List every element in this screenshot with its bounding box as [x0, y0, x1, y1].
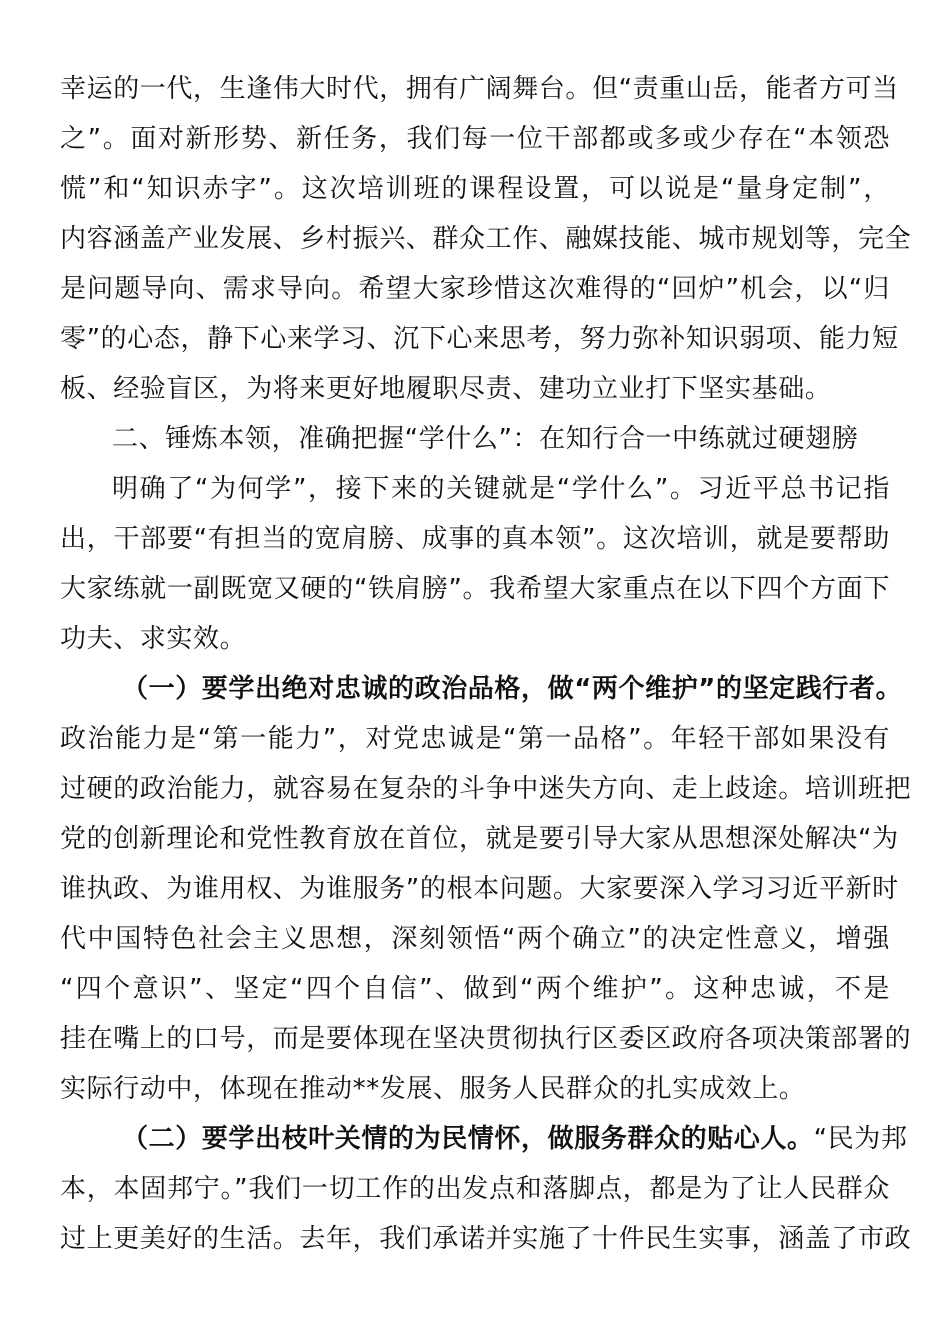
lead-tail: “民为邦: [813, 1124, 908, 1154]
text-line: 功夫、求实效。: [60, 624, 247, 654]
document-body: [60, 64, 912, 1264]
text-line: 幸运的一代，生逢伟大时代，拥有广阔舞台。但“责重山岳，能者方可当: [60, 74, 899, 104]
text-line: 出，干部要“有担当的宽肩膀、成事的真本领”。这次培训，就是要帮助: [60, 524, 890, 554]
text-line: 零”的心态，静下心来学习、沉下心来思考，努力弥补知识弱项、能力短: [60, 324, 899, 354]
text-line: 之”。面对新形势、新任务，我们每一位干部都或多或少存在“本领恐: [60, 124, 890, 154]
text-line: 过上更美好的生活。去年，我们承诺并实施了十件民生实事，涵盖了市政: [60, 1224, 912, 1254]
text-line: 谁执政、为谁用权、为谁服务”的根本问题。大家要深入学习习近平新时: [60, 874, 899, 904]
paragraph-what-to-learn: [60, 464, 890, 664]
bold-subheading: （二）要学出枝叶关情的为民情怀，做服务群众的贴心人。: [122, 1124, 814, 1154]
text-line: 过硬的政治能力，就容易在复杂的斗争中迷失方向、走上歧途。培训班把: [60, 774, 912, 804]
text-line: 实际行动中，体现在推动**发展、服务人民群众的扎实成效上。: [60, 1074, 806, 1104]
text-line: 明确了“为何学”，接下来的关键就是“学什么”。习近平总书记指: [112, 474, 890, 504]
text-line: 代中国特色社会主义思想，深刻领悟“两个确立”的决定性意义，增强: [60, 924, 890, 954]
paragraph-loyalty: [60, 664, 912, 1114]
text-line: 本，本固邦宁。”我们一切工作的出发点和落脚点，都是为了让人民群众: [60, 1174, 890, 1204]
bold-subheading: （一）要学出绝对忠诚的政治品格，做“两个维护”的坚定践行者。: [122, 674, 903, 704]
text-line: “四个意识”、坚定“四个自信”、做到“两个维护”。这种忠诚，不是: [60, 974, 890, 1004]
text-line: 内容涵盖产业发展、乡村振兴、群众工作、融媒技能、城市规划等，完全: [60, 224, 912, 254]
text-line: 大家练就一副既宽又硬的“铁肩膀”。我希望大家重点在以下四个方面下: [60, 574, 890, 604]
text-line: [60, 1114, 908, 1164]
text-line: 板、经验盲区，为将来更好地履职尽责、建功立业打下坚实基础。: [60, 374, 832, 404]
text-line: 慌”和“知识赤字”。这次培训班的课程设置，可以说是“量身定制”，: [60, 174, 890, 204]
text-line: 是问题导向、需求导向。希望大家珍惜这次难得的“回炉”机会，以“归: [60, 274, 890, 304]
paragraph-people: [60, 1114, 912, 1264]
heading-line: 二、锤炼本领，准确把握“学什么”：在知行合一中练就过硬翅膀: [112, 424, 859, 454]
paragraph-intro: [60, 64, 912, 414]
text-line: 挂在嘴上的口号，而是要体现在坚决贯彻执行区委区政府各项决策部署的: [60, 1024, 912, 1054]
text-line: 党的创新理论和党性教育放在首位，就是要引导大家从思想深处解决“为: [60, 824, 899, 854]
section-heading: [60, 414, 890, 464]
text-line: 政治能力是“第一能力”，对党忠诚是“第一品格”。年轻干部如果没有: [60, 724, 890, 754]
